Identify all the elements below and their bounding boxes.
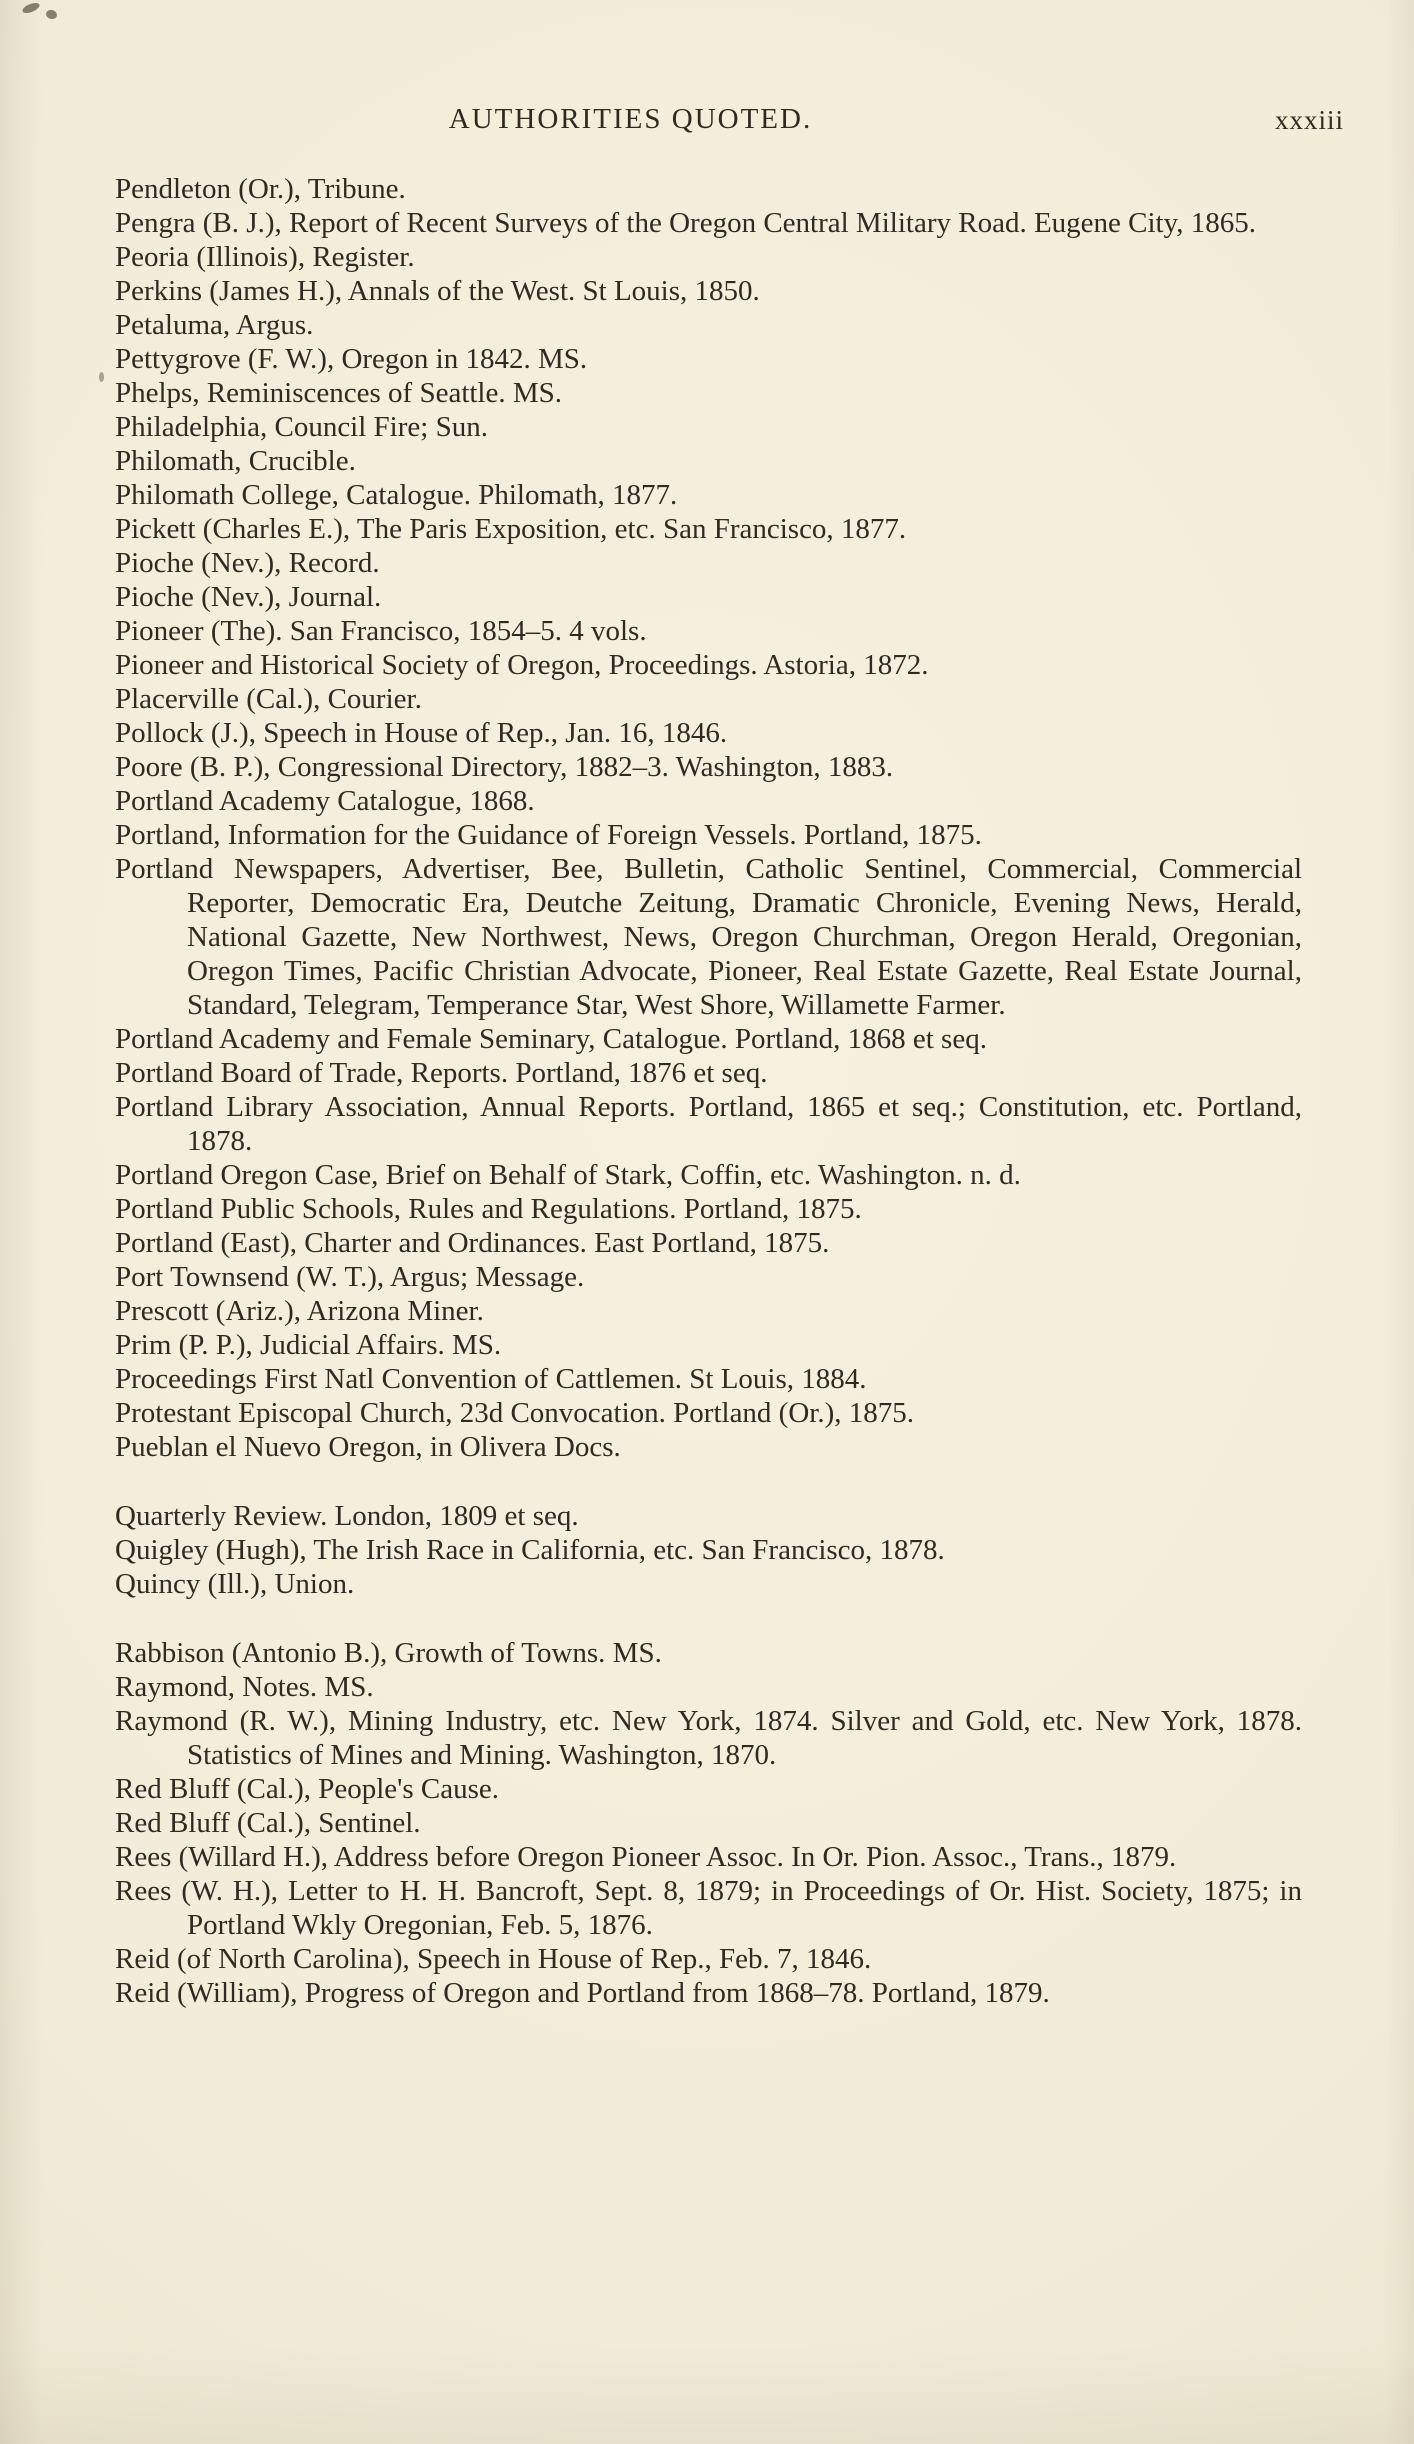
bibliography-entry: Peoria (Illinois), Register. [115,241,415,273]
bibliography-entry: Pioche (Nev.), Record. [115,547,380,579]
bibliography-entry: Rees (W. H.), Letter to H. H. Bancroft, Sept. 8, 1879; in Proceedings of Or. Hist. Society, 1875; in Portland Wkly Oregonian, Feb. 5, 1876. [115,1875,1302,1941]
bibliography-entry: Reid (of North Carolina), Speech in House of Rep., Feb. 7, 1846. [115,1943,872,1975]
bibliography-entry: Portland Newspapers, Advertiser, Bee, Bulletin, Catholic Sentinel, Commercial, Commercial Reporter, Democratic Era, Deutche Zeitung, Dramatic Chronicle, Evening News, Herald, National Gazette, New Northwest, News, Oregon Churchman, Oregon Herald, Oregonian, Oregon Times, Pacific Christian Advocate, Pioneer, Real Estate Gazette, Real Estate Journal, Standard, Telegram, Temperance Star, West Shore, Willamette Farmer. [115,853,1302,1021]
bibliography-entry: Portland, Information for the Guidance of Foreign Vessels. Portland, 1875. [115,819,982,851]
bibliography-entry: Petaluma, Argus. [115,309,314,341]
bibliography-section [115,172,1302,1464]
scan-speck [45,9,58,20]
scan-speck [21,1,41,15]
bibliography-entry: Raymond (R. W.), Mining Industry, etc. New York, 1874. Silver and Gold, etc. New York, 1878. Statistics of Mines and Mining. Washington, 1870. [115,1705,1302,1771]
bibliography-entry: Pickett (Charles E.), The Paris Exposition, etc. San Francisco, 1877. [115,513,907,545]
scan-speck [99,372,104,382]
bibliography-entry: Perkins (James H.), Annals of the West. St Louis, 1850. [115,275,760,307]
bibliography-entry: Portland (East), Charter and Ordinances. East Portland, 1875. [115,1227,830,1259]
bibliography-entry: Protestant Episcopal Church, 23d Convocation. Portland (Or.), 1875. [115,1397,915,1429]
bibliography-entry: Rabbison (Antonio B.), Growth of Towns. MS. [115,1637,662,1669]
bibliography-entry: Portland Public Schools, Rules and Regulations. Portland, 1875. [115,1193,862,1225]
bibliography-entry: Pengra (B. J.), Report of Recent Surveys of the Oregon Central Military Road. Eugene City, 1865. [115,207,1256,239]
bibliography-entry: Red Bluff (Cal.), People's Cause. [115,1773,500,1805]
bibliography-entry: Quincy (Ill.), Union. [115,1568,355,1600]
bibliography-entry: Portland Board of Trade, Reports. Portland, 1876 et seq. [115,1057,768,1089]
bibliography-entry: Prim (P. P.), Judicial Affairs. MS. [115,1329,502,1361]
page-number: xxxiii [1274,105,1344,135]
bibliography-entry: Pioneer and Historical Society of Oregon, Proceedings. Astoria, 1872. [115,649,929,681]
page-header [115,98,1344,136]
bibliography-entry: Rees (Willard H.), Address before Oregon Pioneer Assoc. In Or. Pion. Assoc., Trans., 1879. [115,1841,1177,1873]
bibliography-entry: Portland Library Association, Annual Reports. Portland, 1865 et seq.; Constitution, etc. Portland, 1878. [115,1091,1302,1157]
bibliography-entry: Pioche (Nev.), Journal. [115,581,382,613]
bibliography-entry: Port Townsend (W. T.), Argus; Message. [115,1261,585,1293]
bibliography-entry: Placerville (Cal.), Courier. [115,683,422,715]
bibliography-entry: Pendleton (Or.), Tribune. [115,173,406,205]
bibliography-entry: Pueblan el Nuevo Oregon, in Olivera Docs. [115,1431,621,1463]
bibliography-entry: Portland Academy and Female Seminary, Catalogue. Portland, 1868 et seq. [115,1023,987,1055]
bibliography-entry: Portland Academy Catalogue, 1868. [115,785,535,817]
bibliography-entry: Philadelphia, Council Fire; Sun. [115,411,488,443]
running-title: AUTHORITIES QUOTED. [448,103,813,135]
bibliography-entry: Phelps, Reminiscences of Seattle. MS. [115,377,563,409]
bibliography-entry: Prescott (Ariz.), Arizona Miner. [115,1295,484,1327]
bibliography-entry: Philomath, Crucible. [115,445,356,477]
bibliography-entry: Quarterly Review. London, 1809 et seq. [115,1500,579,1532]
bibliography-entry: Pioneer (The). San Francisco, 1854–5. 4 vols. [115,615,647,647]
bibliography-section [115,1636,1302,2010]
bibliography-entry: Portland Oregon Case, Brief on Behalf of Stark, Coffin, etc. Washington. n. d. [115,1159,1021,1191]
bibliography-entry: Pollock (J.), Speech in House of Rep., Jan. 16, 1846. [115,717,728,749]
bibliography-entry: Raymond, Notes. MS. [115,1671,374,1703]
bibliography-entry: Philomath College, Catalogue. Philomath, 1877. [115,479,678,511]
bibliography-entry: Reid (William), Progress of Oregon and Portland from 1868–78. Portland, 1879. [115,1977,1050,2009]
bibliography-entry: Quigley (Hugh), The Irish Race in California, etc. San Francisco, 1878. [115,1534,945,1566]
bibliography-entry: Poore (B. P.), Congressional Directory, 1882–3. Washington, 1883. [115,751,894,783]
bibliography-entry: Proceedings First Natl Convention of Cattlemen. St Louis, 1884. [115,1363,867,1395]
bibliography [115,172,1302,2010]
bibliography-section [115,1499,1302,1601]
bibliography-entry: Pettygrove (F. W.), Oregon in 1842. MS. [115,343,588,375]
bibliography-entry: Red Bluff (Cal.), Sentinel. [115,1807,421,1839]
